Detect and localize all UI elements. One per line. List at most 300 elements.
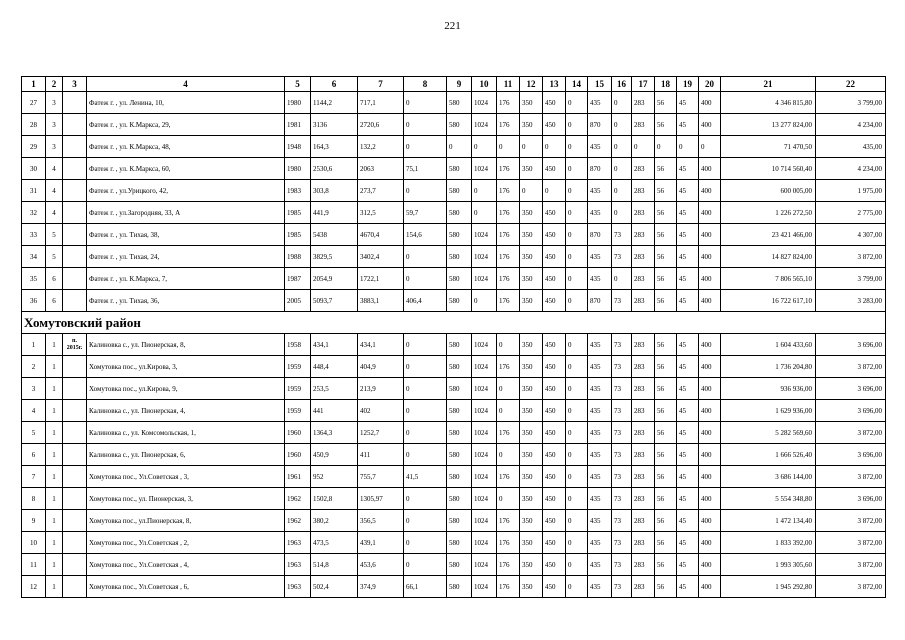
table-cell: 253,5 [311,378,358,400]
table-cell: 45 [677,488,699,510]
table-cell: 435 [588,554,612,576]
table-cell: 0 [404,180,447,202]
table-cell: 176 [497,246,520,268]
table-cell: 2530,6 [311,158,358,180]
table-cell: 283 [632,532,655,554]
table-cell: 0 [566,246,588,268]
table-cell: 350 [520,268,543,290]
table-cell: 56 [655,378,677,400]
table-cell: 0 [566,114,588,136]
table-cell: Фатеж г. , ул. Ленина, 10, [87,92,285,114]
table-cell: 400 [699,224,721,246]
table-cell: 0 [612,158,632,180]
table-cell: 450 [543,554,566,576]
table-cell: 2005 [285,290,311,312]
table-cell: 0 [612,202,632,224]
table-cell: 2 775,00 [816,202,886,224]
table-cell: 28 [22,114,46,136]
table-cell: 5 282 569,60 [721,422,816,444]
table-cell: 580 [447,158,472,180]
table-cell: Хомутовка пос., ул. Пионерская, 3, [87,488,285,510]
table-row [22,510,886,532]
table-cell: 32 [22,202,46,224]
table-cell: 400 [699,444,721,466]
table-cell [63,180,87,202]
table-cell: 400 [699,510,721,532]
table-cell: 10 [22,532,46,554]
table-cell: 350 [520,488,543,510]
table-cell: Фатеж г. , ул. Тихая, 24, [87,246,285,268]
table-cell: 2720,6 [358,114,404,136]
table-cell: 755,7 [358,466,404,488]
table-cell: 1 [46,510,63,532]
table-cell: 1024 [472,92,497,114]
table-cell: 435 [588,356,612,378]
table-cell: 176 [497,268,520,290]
table-cell: 374,9 [358,576,404,598]
table-cell: 450 [543,532,566,554]
table-cell: 73 [612,224,632,246]
table-cell: 1024 [472,246,497,268]
table-cell: 400 [699,422,721,444]
table-cell: 45 [677,180,699,202]
table-cell: 450 [543,510,566,532]
table-cell: 350 [520,378,543,400]
table-cell: 59,7 [404,202,447,224]
table-cell: 1 736 204,80 [721,356,816,378]
table-row [22,246,886,268]
table-cell: 400 [699,114,721,136]
table-cell: 45 [677,444,699,466]
table-cell: 3 696,00 [816,400,886,422]
table-cell: 435 [588,400,612,422]
table-cell: 0 [566,92,588,114]
table-cell: 435 [588,202,612,224]
table-cell: 273,7 [358,180,404,202]
table-cell: 1 [46,488,63,510]
table-cell: 580 [447,444,472,466]
table-cell [63,114,87,136]
table-cell: 350 [520,158,543,180]
column-header: 16 [612,77,632,92]
table-cell: 73 [612,466,632,488]
table-cell: 580 [447,532,472,554]
table-cell: 3 872,00 [816,422,886,444]
table-cell: 176 [497,290,520,312]
table-cell: 1024 [472,444,497,466]
table-cell: 45 [677,532,699,554]
table-cell: 5 554 348,80 [721,488,816,510]
table-cell: 56 [655,290,677,312]
table-cell: 1024 [472,334,497,356]
table-cell: 176 [497,422,520,444]
table-cell: 283 [632,290,655,312]
table-cell: 870 [588,158,612,180]
table-cell [63,92,87,114]
table-cell: 0 [655,136,677,158]
table-cell: 56 [655,488,677,510]
table-cell: 75,1 [404,158,447,180]
table-cell: 66,1 [404,576,447,598]
table-cell: 283 [632,554,655,576]
table-cell [63,532,87,554]
table-cell: 283 [632,268,655,290]
table-cell: 1 833 392,00 [721,532,816,554]
table-cell: 435 [588,136,612,158]
table-cell: 870 [588,290,612,312]
column-header: 6 [311,77,358,92]
table-cell: 283 [632,422,655,444]
table-cell: 0 [566,510,588,532]
district-title: Хомутовский район [22,312,886,334]
table-cell: 380,2 [311,510,358,532]
column-header: 19 [677,77,699,92]
table-row [22,532,886,554]
table-cell: 176 [497,92,520,114]
table-cell: 0 [566,158,588,180]
table-cell: 176 [497,576,520,598]
table-cell: 580 [447,224,472,246]
table-cell: 0 [404,136,447,158]
table-row [22,290,886,312]
table-cell: 56 [655,202,677,224]
table-cell: 350 [520,224,543,246]
table-cell: 36 [22,290,46,312]
column-header: 17 [632,77,655,92]
table-cell: 45 [677,466,699,488]
table-cell: 33 [22,224,46,246]
table-cell: 350 [520,554,543,576]
table-cell: 3 283,00 [816,290,886,312]
table-cell: 283 [632,444,655,466]
table-cell: 1 [46,400,63,422]
table-cell: 0 [404,334,447,356]
table-row [22,378,886,400]
table-cell: 441 [311,400,358,422]
column-header: 22 [816,77,886,92]
table-cell: 1 [22,334,46,356]
table-cell: 9 [22,510,46,532]
table-cell: 3 [22,378,46,400]
table-cell: 0 [566,136,588,158]
table-cell: 73 [612,378,632,400]
column-header: 21 [721,77,816,92]
table-cell: 1962 [285,510,311,532]
table-cell: 0 [404,92,447,114]
table-cell: 56 [655,114,677,136]
table-cell: 73 [612,422,632,444]
table-cell: 450 [543,576,566,598]
table-cell: 1024 [472,268,497,290]
table-cell: Хомутовка пос., Ул.Советская , 3, [87,466,285,488]
table-cell: 450 [543,400,566,422]
table-cell: 73 [612,246,632,268]
table-cell: 580 [447,334,472,356]
table-row [22,158,886,180]
table-cell: 41,5 [404,466,447,488]
table-cell [63,268,87,290]
column-header: 1 [22,77,46,92]
table-cell [63,136,87,158]
table-cell: 1 [46,422,63,444]
table-cell: 356,5 [358,510,404,532]
district-row [22,312,886,334]
table-cell: 1983 [285,180,311,202]
table-cell: 350 [520,334,543,356]
table-cell: 283 [632,510,655,532]
table-cell: 1 629 936,00 [721,400,816,422]
table-cell: 1 945 292,80 [721,576,816,598]
table-cell: 1987 [285,268,311,290]
table-cell: 283 [632,356,655,378]
table-cell: 5438 [311,224,358,246]
table-cell: 283 [632,158,655,180]
table-cell: Фатеж г. , ул. К.Маркса, 48, [87,136,285,158]
table-cell: 14 827 824,00 [721,246,816,268]
table-cell: 0 [497,444,520,466]
table-cell: 176 [497,180,520,202]
table-cell: 450 [543,290,566,312]
table-cell: 435 [588,92,612,114]
table-cell: 0 [566,532,588,554]
table-cell: 0 [566,202,588,224]
table-cell: 154,6 [404,224,447,246]
table-cell: 4 234,00 [816,158,886,180]
table-cell: 0 [566,290,588,312]
table-cell: 56 [655,158,677,180]
table-cell: 580 [447,378,472,400]
table-cell: 56 [655,466,677,488]
table-cell: 4 307,00 [816,224,886,246]
table-cell: 283 [632,224,655,246]
table-cell: 1988 [285,246,311,268]
table-cell: 0 [404,488,447,510]
table-cell: 400 [699,466,721,488]
table-cell: 0 [472,180,497,202]
table-cell: 3 686 144,00 [721,466,816,488]
table-cell: 45 [677,92,699,114]
table-cell: 45 [677,576,699,598]
table-row [22,180,886,202]
table-cell: 56 [655,422,677,444]
table-cell: 400 [699,290,721,312]
table-cell: 514,8 [311,554,358,576]
table-cell: 450 [543,334,566,356]
table-cell: 0 [566,466,588,488]
table-row [22,202,886,224]
table-cell: 45 [677,510,699,532]
table-cell: 1958 [285,334,311,356]
table-cell: 435 [588,378,612,400]
table-cell: 164,3 [311,136,358,158]
table-cell: 870 [588,224,612,246]
table-cell: 56 [655,510,677,532]
table-cell: 0 [612,268,632,290]
table-cell: 600 005,00 [721,180,816,202]
table-cell: 1960 [285,444,311,466]
table-cell: 45 [677,356,699,378]
table-cell [63,290,87,312]
table-cell: 73 [612,400,632,422]
table-cell: 7 806 565,10 [721,268,816,290]
table-cell: 132,2 [358,136,404,158]
column-header: 9 [447,77,472,92]
table-cell: 3 872,00 [816,554,886,576]
table-cell: 176 [497,554,520,576]
table-cell: 303,8 [311,180,358,202]
table-cell: 448,4 [311,356,358,378]
table-cell [63,510,87,532]
table-cell: 1962 [285,488,311,510]
table-cell: 1 [46,444,63,466]
table-cell: 0 [632,136,655,158]
table-cell: 56 [655,576,677,598]
table-cell: Фатеж г. , ул. К.Маркса, 29, [87,114,285,136]
table-cell: 73 [612,554,632,576]
table-row [22,356,886,378]
table-cell: 4 346 815,80 [721,92,816,114]
table-cell: 2063 [358,158,404,180]
table-cell: 0 [497,378,520,400]
table-cell: Хомутовка пос., Ул.Советская , 6, [87,576,285,598]
table-cell: 5 [46,246,63,268]
column-header: 18 [655,77,677,92]
table-cell: Фатеж г. , ул. Тихая, 36, [87,290,285,312]
table-cell: 2 [22,356,46,378]
table-cell: 56 [655,400,677,422]
table-cell: 450 [543,246,566,268]
table-cell: 283 [632,400,655,422]
table-cell: 350 [520,356,543,378]
table-cell: 580 [447,268,472,290]
table-cell: Фатеж г. , ул.Загородняя, 33, А [87,202,285,224]
table-cell: 406,4 [404,290,447,312]
table-cell: 4 [46,202,63,224]
table-cell: 435 [588,334,612,356]
table-cell: 283 [632,334,655,356]
table-cell: 13 277 824,00 [721,114,816,136]
table-cell [63,378,87,400]
table-cell: 0 [404,268,447,290]
table-cell: 1 [46,532,63,554]
column-header: 10 [472,77,497,92]
column-header: 20 [699,77,721,92]
table-cell [63,224,87,246]
table-cell: 23 421 466,00 [721,224,816,246]
table-cell: 71 470,50 [721,136,816,158]
table-cell: 1024 [472,114,497,136]
table-cell: 400 [699,378,721,400]
table-cell: 1963 [285,576,311,598]
table-cell: 176 [497,356,520,378]
table-cell: 34 [22,246,46,268]
column-header: 15 [588,77,612,92]
table-cell: 450 [543,378,566,400]
table-cell: Хомутовка пос., ул.Кирова, 3, [87,356,285,378]
table-cell: 717,1 [358,92,404,114]
table-cell: 283 [632,180,655,202]
table-cell: 400 [699,334,721,356]
table-cell: 400 [699,356,721,378]
table-cell: 580 [447,422,472,444]
table-cell: 2054,9 [311,268,358,290]
table-cell: 435 [588,466,612,488]
table-cell: 1024 [472,576,497,598]
table-cell: 4 [22,400,46,422]
table-cell: Хомутовка пос., ул.Кирова, 9, [87,378,285,400]
table-cell: 350 [520,444,543,466]
table-cell: 3 [46,114,63,136]
table-cell: 1722,1 [358,268,404,290]
table-cell: 0 [472,290,497,312]
table-row [22,444,886,466]
table-cell: 283 [632,114,655,136]
table-cell: 45 [677,400,699,422]
table-cell [63,576,87,598]
table-cell: 450,9 [311,444,358,466]
table-cell: 0 [497,488,520,510]
table-cell: 0 [497,400,520,422]
table-cell: 400 [699,92,721,114]
table-cell: 580 [447,576,472,598]
table-cell: 0 [566,268,588,290]
table-cell: 1 993 305,60 [721,554,816,576]
table-cell: 580 [447,290,472,312]
table-cell: 0 [566,554,588,576]
table-cell: 0 [404,356,447,378]
table-cell: 0 [566,400,588,422]
table-cell: 176 [497,224,520,246]
table-cell: 1961 [285,466,311,488]
table-cell: 0 [566,422,588,444]
table-cell: 0 [404,114,447,136]
table-cell: 400 [699,576,721,598]
table-cell: 283 [632,378,655,400]
table-cell: 213,9 [358,378,404,400]
table-cell: 1502,8 [311,488,358,510]
column-header: 14 [566,77,588,92]
column-header: 5 [285,77,311,92]
table-cell: 435 [588,576,612,598]
table-cell: 1024 [472,554,497,576]
table-cell: 0 [404,378,447,400]
table-row [22,136,886,158]
table-cell: 45 [677,246,699,268]
table-cell: 1 [46,356,63,378]
table-cell: 1980 [285,158,311,180]
table-cell: 11 [22,554,46,576]
table-cell: 45 [677,158,699,180]
column-header: 3 [63,77,87,92]
table-cell: 1024 [472,400,497,422]
table-cell [63,202,87,224]
table-cell: 56 [655,92,677,114]
table-cell: 45 [677,334,699,356]
table-cell: 0 [472,202,497,224]
table-cell: Хомутовка пос., Ул.Советская , 4, [87,554,285,576]
table-cell: 30 [22,158,46,180]
table-cell: 3 [46,92,63,114]
table-cell: 3 696,00 [816,488,886,510]
table-cell: 580 [447,466,472,488]
table-cell: 27 [22,92,46,114]
table-cell: 1024 [472,158,497,180]
table-cell: 3 696,00 [816,378,886,400]
table-cell: 3829,5 [311,246,358,268]
table-cell: 1 472 134,40 [721,510,816,532]
table-cell: 1 975,00 [816,180,886,202]
table-cell: 450 [543,466,566,488]
